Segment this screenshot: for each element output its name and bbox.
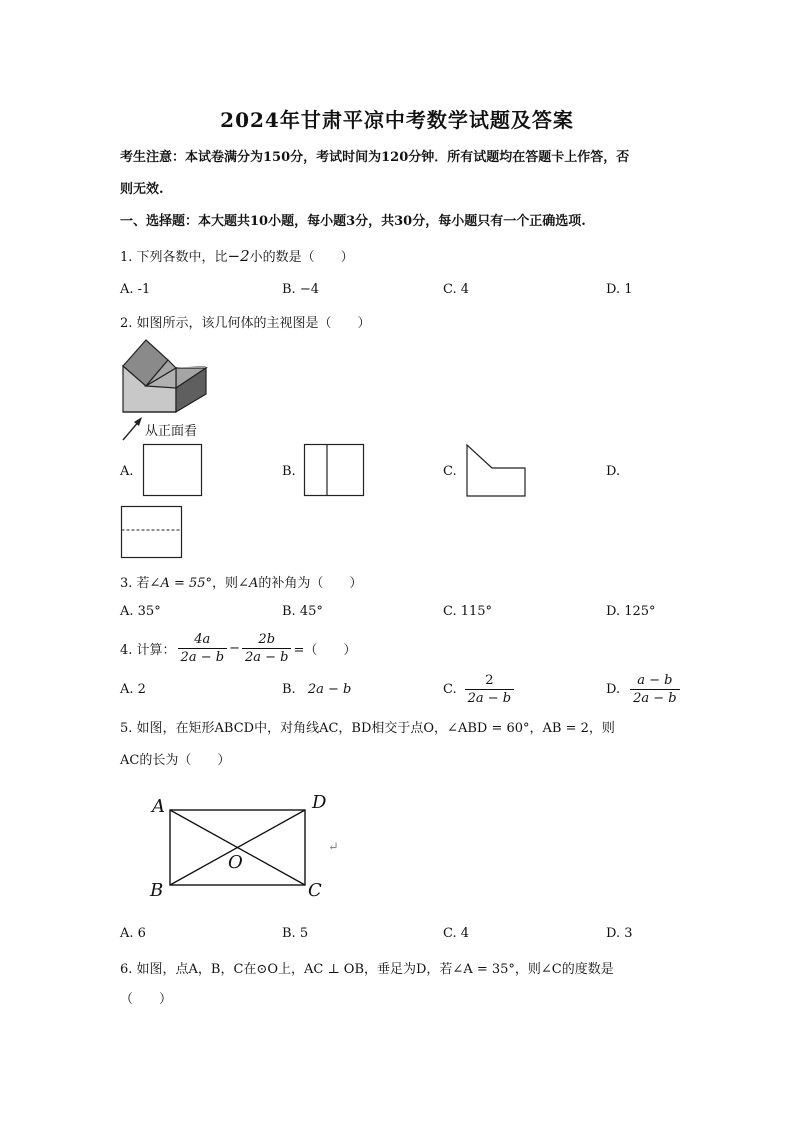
q2-option-b-figure xyxy=(304,444,366,498)
q4-option-d-fraction xyxy=(630,672,680,707)
q3-text-a: 3. 若 xyxy=(120,576,150,591)
q4-option-b xyxy=(282,682,351,697)
question-5-line-1: 5. 如图，在矩形ABCD中，对角线AC，BD相交于点O，∠ABD = 60°，AB = 2，则 xyxy=(120,721,615,736)
q2-option-d-figure xyxy=(121,506,183,560)
question-5-line-2: AC的长为（ ） xyxy=(120,753,231,768)
q3-text-c: 的补角为（ ） xyxy=(258,576,363,591)
q3-option-c: C. 115° xyxy=(443,604,493,619)
q1-text-a: 1. 下列各数中，比 xyxy=(120,250,228,265)
q4-frac1-denominator: 2a − b xyxy=(180,649,225,665)
q4-option-b-math: 2a − b xyxy=(307,682,352,697)
question-2-stem: 2. 如图所示，该几何体的主视图是（ ） xyxy=(120,316,371,331)
q5-label-a: A xyxy=(152,796,165,817)
return-mark-icon: ↵ xyxy=(328,840,339,855)
q5-option-d: D. 3 xyxy=(606,926,633,941)
page-title: 2024年甘肃平凉中考数学试题及答案 xyxy=(220,108,574,132)
q2-option-d: D. xyxy=(606,464,621,479)
question-6-line-1: 6. 如图，点A，B，C在⊙O上，AC ⊥ OB，垂足为D，若∠A = 35°，则∠C的度数是 xyxy=(120,962,614,977)
q4-frac2-denominator: 2a − b xyxy=(244,649,289,665)
q3-text-b: ，则 xyxy=(212,576,239,591)
question-4-stem xyxy=(120,628,356,668)
q4-text-a: 4. 计算： xyxy=(120,642,176,658)
q5-label-c: C xyxy=(308,880,322,901)
q5-option-c: C. 4 xyxy=(443,926,470,941)
q1-option-d: D. 1 xyxy=(606,282,633,297)
q1-math: −2 xyxy=(227,247,250,265)
q5-rectangle-figure xyxy=(140,790,360,910)
q5-option-b: B. 5 xyxy=(282,926,309,941)
q4-option-c-fraction xyxy=(465,672,515,707)
q4-option-b-label: B. xyxy=(282,682,296,697)
q4-option-a: A. 2 xyxy=(120,682,146,697)
q4-option-d-denominator: 2a − b xyxy=(633,690,677,706)
section-heading: 一、选择题：本大题共10小题，每小题3分，共30分，每小题只有一个正确选项. xyxy=(120,214,586,229)
q2-option-c-figure xyxy=(466,444,528,498)
q4-option-c-numerator: 2 xyxy=(465,672,515,690)
q2-option-a-figure xyxy=(143,444,203,498)
question-1-stem xyxy=(120,246,354,265)
q3-math-2: ∠A xyxy=(238,576,259,591)
q2-option-a: A. xyxy=(120,464,134,479)
q4-text-b: =（ ） xyxy=(293,642,357,658)
q4-option-d-numerator: a − b xyxy=(630,672,680,690)
q4-option-c-denominator: 2a − b xyxy=(467,690,512,706)
q1-option-b: B. −4 xyxy=(282,282,319,297)
q3-option-a: A. 35° xyxy=(120,604,161,619)
q4-option-c-label: C. xyxy=(443,681,457,697)
q4-frac1-numerator: 4a xyxy=(178,631,228,649)
q4-fraction-1 xyxy=(178,631,228,666)
q4-option-c xyxy=(443,668,516,710)
q5-label-d: D xyxy=(312,792,327,813)
q4-frac2-numerator: 2b xyxy=(242,631,292,649)
q2-option-b: B. xyxy=(282,464,296,479)
q5-label-b: B xyxy=(150,880,164,901)
q1-option-a: A. -1 xyxy=(120,282,151,297)
q1-text-b: 小的数是（ ） xyxy=(249,250,354,265)
q2-option-c: C. xyxy=(443,464,457,479)
q5-label-o: O xyxy=(228,852,243,873)
q3-option-b: B. 45° xyxy=(282,604,323,619)
q4-option-d xyxy=(606,668,682,710)
question-6-line-2: （ ） xyxy=(120,992,173,1007)
notice-line-1: 考生注意：本试卷满分为150分，考试时间为120分钟．所有试题均在答题卡上作答，否 xyxy=(120,150,630,165)
q4-option-d-label: D. xyxy=(606,681,621,697)
q3-option-d: D. 125° xyxy=(606,604,656,619)
question-3-stem xyxy=(120,572,362,591)
q1-option-c: C. 4 xyxy=(443,282,470,297)
q5-option-a: A. 6 xyxy=(120,926,146,941)
q4-minus: − xyxy=(229,640,240,656)
notice-line-2: 则无效. xyxy=(120,182,164,197)
q4-fraction-2 xyxy=(242,631,292,666)
q3-math-1: ∠A = 55° xyxy=(149,576,213,591)
view-direction-label: 从正面看 xyxy=(145,424,198,439)
